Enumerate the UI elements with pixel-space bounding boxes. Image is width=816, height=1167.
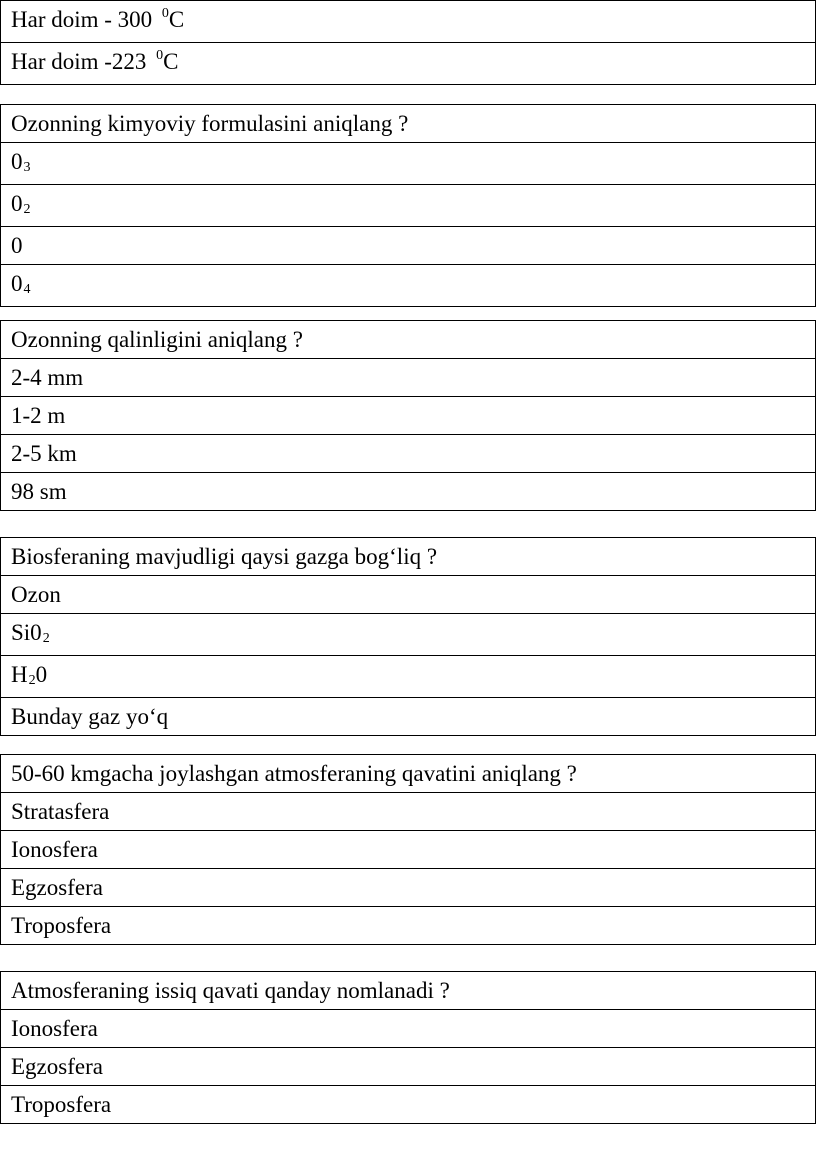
- answer-row: [1, 1048, 816, 1086]
- question-block-6: [0, 971, 816, 1124]
- answer-row: [1, 473, 816, 511]
- answer-cell: 0: [1, 227, 816, 265]
- answer-row: [1, 43, 816, 85]
- answer-cell: Si02: [1, 614, 816, 656]
- answer-row: [1, 831, 816, 869]
- answer-cell: Stratasfera: [1, 793, 816, 831]
- question-cell: 50-60 kmgacha joylashgan atmosferaning qavatini aniqlang ?: [1, 755, 816, 793]
- answer-cell: 2-5 km: [1, 435, 816, 473]
- answer-row: [1, 1086, 816, 1124]
- answer-cell: Ozon: [1, 576, 816, 614]
- question-block-3: [0, 320, 816, 511]
- answer-row: [1, 185, 816, 227]
- answer-row: [1, 614, 816, 656]
- answer-cell: Egzosfera: [1, 869, 816, 907]
- answer-row: [1, 435, 816, 473]
- answer-row: [1, 265, 816, 307]
- answer-row: [1, 359, 816, 397]
- answer-row: [1, 576, 816, 614]
- answer-row: [1, 397, 816, 435]
- answer-cell: Ionosfera: [1, 1010, 816, 1048]
- answer-cell: Bunday gaz yo‘q: [1, 698, 816, 736]
- question-row: [1, 321, 816, 359]
- question-cell: Atmosferaning issiq qavati qanday nomlanadi ?: [1, 972, 816, 1010]
- answer-row: [1, 1, 816, 43]
- answer-row: [1, 869, 816, 907]
- question-block-2: [0, 104, 816, 307]
- answer-row: [1, 656, 816, 698]
- answer-cell: 02: [1, 185, 816, 227]
- answer-cell: Egzosfera: [1, 1048, 816, 1086]
- answer-cell: 1-2 m: [1, 397, 816, 435]
- answer-cell: 03: [1, 143, 816, 185]
- answer-row: [1, 907, 816, 945]
- answer-cell: Troposfera: [1, 907, 816, 945]
- answer-cell: 98 sm: [1, 473, 816, 511]
- question-cell: Ozonning qalinligini aniqlang ?: [1, 321, 816, 359]
- answer-row: [1, 143, 816, 185]
- answer-cell: 2-4 mm: [1, 359, 816, 397]
- question-row: [1, 105, 816, 143]
- question-cell: Ozonning kimyoviy formulasini aniqlang ?: [1, 105, 816, 143]
- answer-cell: 04: [1, 265, 816, 307]
- answer-row: [1, 793, 816, 831]
- question-cell: Biosferaning mavjudligi qaysi gazga bog‘liq ?: [1, 538, 816, 576]
- answer-cell: Har doim -223 $^0$C: [1, 43, 816, 85]
- answer-cell: H20: [1, 656, 816, 698]
- answer-row: [1, 698, 816, 736]
- question-row: [1, 972, 816, 1010]
- answer-row: [1, 227, 816, 265]
- question-row: [1, 755, 816, 793]
- question-row: [1, 538, 816, 576]
- question-block-5: [0, 754, 816, 945]
- answer-cell: Ionosfera: [1, 831, 816, 869]
- question-block-4: [0, 537, 816, 736]
- question-block-1: [0, 0, 816, 85]
- answer-cell: Troposfera: [1, 1086, 816, 1124]
- answer-row: [1, 1010, 816, 1048]
- answer-cell: Har doim - 300 $^0$C: [1, 1, 816, 43]
